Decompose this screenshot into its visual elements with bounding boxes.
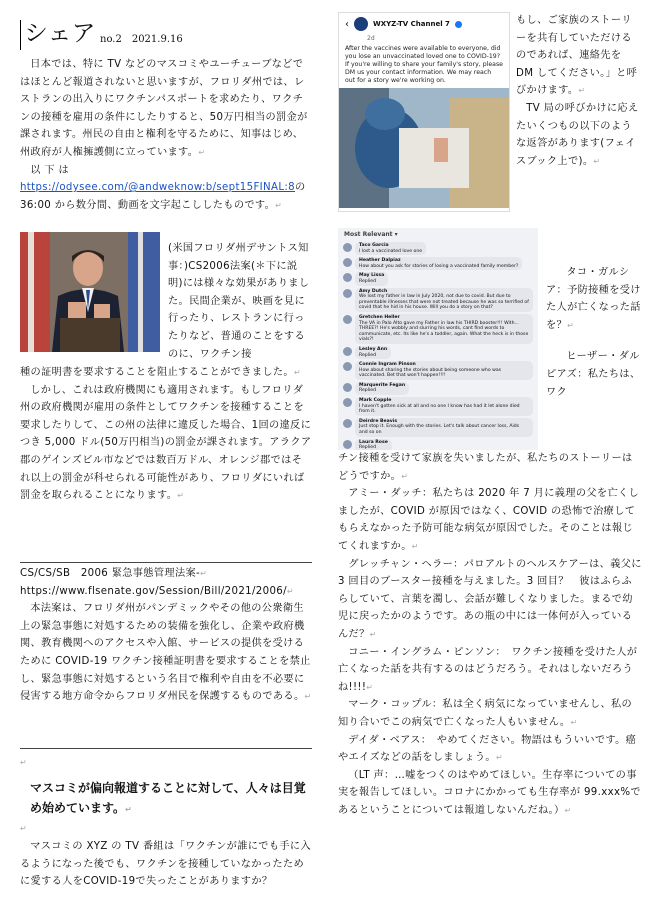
gretchen-response: グレッチャン・ヘラー：パロアルトのヘルスケアーは、義父に 3 回目のブースター接種を与えました。3 回目？ 彼はふらふらしていて、言葉を濁し、会話が難しくなりました。まるで幼児に戻ったかのようです。あの瓶の中には一体何が入っているんだ？↵ bbox=[338, 558, 642, 640]
commenter-name[interactable]: Deirdre Beavis bbox=[359, 418, 398, 424]
empty-line-marker-2: ↵ bbox=[20, 824, 28, 833]
post-age: 2d bbox=[367, 35, 375, 42]
fb-comment bbox=[338, 381, 538, 396]
comment-text: I lost a vaccinated love one bbox=[359, 248, 423, 254]
comment-bubble bbox=[355, 361, 533, 380]
commenter-name[interactable]: Amy Dutch bbox=[359, 288, 388, 294]
commenter-avatar[interactable] bbox=[343, 419, 352, 428]
right-column-top bbox=[516, 12, 642, 170]
bill-section bbox=[20, 565, 312, 706]
commenter-avatar[interactable] bbox=[343, 289, 352, 298]
left-column-intro bbox=[20, 56, 312, 214]
fb-comment bbox=[338, 241, 538, 256]
left-column-body bbox=[20, 364, 312, 505]
comment-text: Just stop it. Enough with the stories. Let's talk about cancer loss, Aids and so on bbox=[359, 424, 520, 436]
title-row bbox=[20, 18, 310, 52]
intro-paragraph: 日本では、特に TV などのマスコミやユーチューブなどではほとんど報道されないと思いますが、フロリダ州では、レストランの出入りにワクチンパスポートを求めたり、ワクチンの接種を雇用の条件にしたりすると、50万円相当の罰金が課されます。州民の自由と権利を守るために、知事はじめ、州政府が人権擁護側に立っています。↵ bbox=[20, 59, 308, 158]
heather-response: ヒーザー・ダルピアズ：私たちは、ワク bbox=[546, 351, 641, 398]
comment-text: How about sharing the stories about being someone who was vaccinated. Bet that won't happen!!!! bbox=[359, 367, 502, 379]
fb-comment bbox=[338, 417, 538, 438]
comment-text: How about you ask for stories of losing a vaccinated family member? bbox=[359, 263, 519, 269]
commenter-avatar[interactable] bbox=[343, 347, 352, 356]
fb-comment bbox=[338, 271, 538, 286]
commenter-name[interactable]: Lesley Ann bbox=[359, 346, 388, 352]
dm-request-text: もし、ご家族のストーリーを共有していただけるのであれば、連絡先を DM してください。」と呼びかけます。↵ bbox=[516, 15, 638, 97]
taco-response: タコ・ガルシア：予防接種を受けた人が亡くなった話を？↵ bbox=[546, 267, 641, 331]
comment-bubble bbox=[355, 272, 388, 285]
comment-text: We lost my father in law in July 2020, not due to covid. But due to preventable illnesses that were not treated because he was so terrified of covid that he hid in his house. Will you do a story on that? bbox=[359, 294, 529, 311]
bill-title: CS/CS/SB 2006 緊急事態管理法案-↵ bbox=[20, 568, 208, 579]
fb-comment bbox=[338, 256, 538, 271]
fb-comment bbox=[338, 287, 538, 313]
bill-description: 本法案は、フロリダ州がパンデミックやその他の公衆衛生上の緊急事態に対処するための装備を強化し、企業や政府機関、教育機関へのアクセスや入館、サービスの提供を受けるために COVID-19 ワクチン接種証明書を要求することを禁止し、緊急事態に対処するという名目で権利や自由を不必要に侵害する地方命令からフロリダ州民を保護するものである。↵ bbox=[20, 603, 312, 703]
comment-bubble bbox=[355, 257, 522, 270]
station-avatar bbox=[354, 17, 368, 31]
commenter-avatar[interactable] bbox=[343, 315, 352, 324]
comment-bubble bbox=[355, 397, 533, 416]
sort-label[interactable]: Most Relevant ▾ bbox=[344, 231, 398, 238]
fb-comment bbox=[338, 438, 538, 450]
comment-bubble bbox=[355, 418, 533, 437]
media-paragraph-text: マスコミの XYZ の TV 番組は「ワクチンが誰にでも手に入るようになった後でも、ワクチンを接種していなかったために愛する人をCOVID-19で失ったことがありますか？ bbox=[20, 841, 311, 888]
heather-response-continued: チン接種を受けて家族を失いましたが、私たちのストーリーはどうですか。↵ bbox=[338, 453, 633, 482]
comment-text: Replied bbox=[359, 278, 377, 284]
tv-station-post bbox=[338, 12, 510, 212]
comment-text: I haven't gotten sick at all and no one I know has had it let alone died from it. bbox=[359, 403, 520, 415]
commenter-avatar[interactable] bbox=[343, 440, 352, 449]
desantis-photo-illustration bbox=[20, 232, 160, 352]
desantis-quote-text: (米国フロリダ州デサントス知事：)CS2006法案(＊下に説明)には様々な効果がありました。民間企業が、映画を見に行ったり、レストランに行ったりなど、普通のことをするのに、ワクチン接 bbox=[168, 243, 310, 360]
commenter-name[interactable]: Laura Rose bbox=[359, 439, 388, 445]
commenter-name[interactable]: May Lissa bbox=[359, 273, 385, 279]
back-arrow-icon[interactable]: ‹ bbox=[345, 18, 349, 30]
right-column-body bbox=[338, 450, 642, 819]
section-divider bbox=[20, 562, 312, 563]
fb-comment bbox=[338, 313, 538, 345]
commenter-name[interactable]: Marquerite Fegan bbox=[359, 382, 406, 388]
comment-bubble bbox=[355, 346, 391, 359]
government-paragraph: しかし、これは政府機関にも適用されます。もしフロリダ州の政府機関が雇用の条件としてワクチンを接種することを要求したりして、この州の法律に違反した場合、1回の違反につき 5,000 ドル(50万円相当)の罰金が課されます。アラクア郡のゲインズビル市などでは数百万ドル、オレンジ郡ではそれ以上の罰金が科せられる可能性があり、フロリダにいれば罰金を取られることになります。↵ bbox=[20, 384, 312, 502]
post-header bbox=[339, 13, 509, 35]
responses-intro: TV 局の呼びかけに応えたいくつもの以下のような返答があります(フェイスブック上で)。↵ bbox=[516, 102, 639, 167]
commenter-avatar[interactable] bbox=[343, 258, 352, 267]
commenter-avatar[interactable] bbox=[343, 243, 352, 252]
commenter-avatar[interactable] bbox=[343, 383, 352, 392]
section-divider-2 bbox=[20, 748, 312, 749]
station-name: WXYZ-TV Channel 7 bbox=[373, 19, 450, 28]
post-text: After the vaccines were available to everyone, did you lose an unvaccinated loved one to COVID-19? If you're willing to share your family's story, please DM us your contact information. We may reach out for a story we're working on. bbox=[345, 45, 503, 84]
issue-meta: no.2 2021.9.16 bbox=[100, 34, 183, 45]
fb-comment bbox=[338, 345, 538, 360]
comment-text: Replied bbox=[359, 388, 377, 394]
text-cursor bbox=[20, 20, 21, 50]
lt-voice-response: （LT 声：…嘘をつくのはやめてほしい。生存率についての事実を報告してほしい。コロナにかかっても生存率が 99.xxx%であるということについては報道しないんだね。）↵ bbox=[338, 769, 641, 816]
empty-line-marker: ↵ bbox=[20, 758, 28, 767]
facebook-comments-screenshot bbox=[338, 228, 538, 450]
section-headline: マスコミが偏向報道することに対して、人々は目覚め始めています。↵ bbox=[30, 781, 306, 815]
fb-comment bbox=[338, 360, 538, 381]
comment-bubble bbox=[355, 382, 409, 395]
nurse-photo bbox=[339, 88, 509, 208]
commenter-name[interactable]: Mark Copple bbox=[359, 398, 392, 404]
comment-bubble bbox=[355, 242, 426, 255]
connie-response: コニー・イングラム・ピンソン： ワクチン接種を受けた人が亡くなった話を共有するのはどうだろう。それはしないだろうね!!!!↵ bbox=[338, 646, 638, 693]
bill-url[interactable]: https://www.flsenate.gov/Session/Bill/2021/2006/↵ bbox=[20, 585, 294, 597]
desantis-photo bbox=[20, 232, 160, 352]
fb-comment bbox=[338, 396, 538, 417]
commenter-name[interactable]: Heather Dalpiaz bbox=[359, 258, 401, 264]
comment-text: Replied bbox=[359, 445, 377, 450]
comment-list bbox=[338, 241, 538, 450]
commenter-name[interactable]: Gretchen Heller bbox=[359, 314, 400, 320]
comment-text: The VA in Palo Alto gave my Father in law his THIRD booster!!! With... THREE?! He's wobbly and slurring his words, cant find words to communicate, etc. Its like he's a toddler, again. What the heck is in those vials?! bbox=[359, 320, 529, 343]
right-column-side bbox=[546, 264, 642, 401]
commenter-name[interactable]: Taco Garcia bbox=[359, 243, 389, 248]
comment-bubble bbox=[355, 314, 533, 344]
commenter-avatar[interactable] bbox=[343, 273, 352, 282]
amy-response: アミー・ダッチ：私たちは 2020 年 7 月に義理の父を亡くしましたが、COVID が原因ではなく、COVID の恐怖で治療してもらえなかった予防可能な病気が原因でした。そのことは報じてくれますか。↵ bbox=[338, 488, 640, 552]
source-paragraph: 以 下 は https://odysee.com/@andweknow:b/sept15FINAL:8の 36:00 から数分間、動画を文字起こししたものです。↵ bbox=[20, 164, 306, 211]
desantis-quote-side bbox=[168, 240, 312, 363]
comment-bubble bbox=[355, 288, 533, 312]
desantis-quote-continued: 種の証明書を要求することを阻止することができました。↵ bbox=[20, 367, 302, 378]
commenter-avatar[interactable] bbox=[343, 362, 352, 371]
deidra-response: デイダ・ベアス： やめてください。物語はもういいです。癌やエイズなどの話をしましょう。↵ bbox=[338, 734, 637, 764]
commenter-name[interactable]: Connie Ingram Pinson bbox=[359, 362, 416, 368]
verified-icon bbox=[455, 21, 462, 28]
commenter-avatar[interactable] bbox=[343, 398, 352, 407]
comment-bubble bbox=[355, 439, 392, 450]
mark-response: マーク・コップル：私は全く病気になっていませんし、私の知り合いでこの病気で亡くなった人もいません。↵ bbox=[338, 699, 633, 728]
comment-text: Replied bbox=[359, 352, 377, 358]
source-link[interactable]: https://odysee.com/@andweknow:b/sept15FINAL:8 bbox=[20, 182, 295, 194]
newsletter-title: シェア bbox=[24, 19, 96, 47]
media-paragraph bbox=[20, 838, 312, 891]
